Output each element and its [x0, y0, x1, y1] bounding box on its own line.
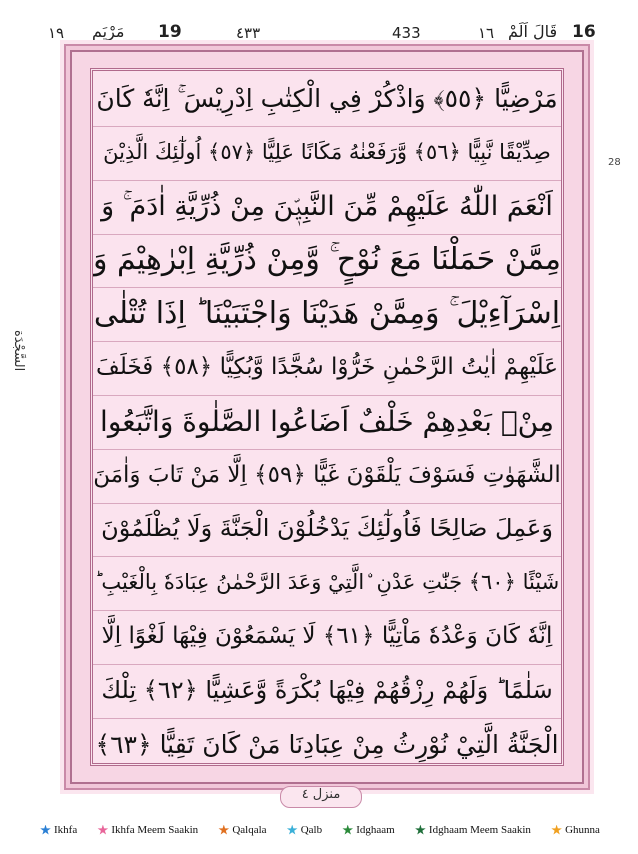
legend-label: Ikhfa: [54, 824, 78, 836]
verse-line: شَيْئًا ﴿٦٠﴾ جَنّٰتِ عَدْنِ ۨالَّتِيْ وَعَدَ الرَّحْمٰنُ عِبَادَهٗ بِالْغَيْبِ ؕ: [93, 555, 561, 611]
star-icon: [551, 825, 562, 836]
verse-line: مَرْضِيًّا ﴿٥٥﴾ وَاذْكُرْ فِي الْكِتٰبِ اِدْرِيْسَ ۚ اِنَّهٗ كَانَ: [93, 71, 561, 127]
legend-item: [287, 824, 322, 836]
star-icon: [40, 825, 51, 836]
legend-item: [415, 824, 531, 836]
legend-item: [218, 824, 266, 836]
star-icon: [287, 825, 298, 836]
page-number: 433: [392, 24, 421, 42]
star-icon: [218, 825, 229, 836]
verse-line: سَلٰمًا ؕ وَلَهُمْ رِزْقُهُمْ فِيْهَا بُكْرَةً وَّعَشِيًّا ﴿٦٢﴾ تِلْكَ: [93, 663, 561, 719]
manzil-marker: منزل ٤: [280, 786, 362, 808]
tajweed-legend: [40, 818, 600, 842]
legend-item: [40, 824, 77, 836]
verse-line: اِنَّهٗ كَانَ وَعْدُهٗ مَاْتِيًّا ﴿٦١﴾ لَا يَسْمَعُوْنَ فِيْهَا لَغْوًا اِلَّا: [93, 609, 561, 665]
quran-page-frame: [70, 50, 584, 784]
right-juz-title: قَالَ اَلَمْ: [508, 22, 558, 41]
legend-item: [97, 824, 198, 836]
verse-line: الْجَنَّةُ الَّتِيْ نُوْرِثُ مِنْ عِبَادِنَا مَنْ كَانَ تَقِيًّا ﴿٦٣﴾: [95, 729, 559, 759]
verse-line: مِنْۢ بَعْدِهِمْ خَلْفٌ اَضَاعُوا الصَّلٰوةَ وَاتَّبَعُوا: [93, 394, 561, 450]
legend-label: Idghaam Meem Saakin: [428, 824, 531, 836]
legend-label: Ikhfa Meem Saakin: [111, 824, 199, 836]
left-juz-number: 19: [158, 22, 182, 42]
verse-line: صِدِّيْقًا نَّبِيًّا ﴿٥٦﴾ وَّرَفَعْنٰهُ مَكَانًا عَلِيًّا ﴿٥٧﴾ اُولٰٓئِكَ الَّذِيْنَ: [93, 125, 561, 181]
page-number-arabic: ٤٣٣: [236, 24, 261, 42]
legend-item: [551, 824, 600, 836]
right-juz-number: 16: [572, 22, 596, 42]
verse-line: وَعَمِلَ صَالِحًا فَاُولٰٓئِكَ يَدْخُلُوْنَ الْجَنَّةَ وَلَا يُظْلَمُوْنَ: [93, 501, 561, 557]
verse-line: اَنْعَمَ اللّٰهُ عَلَيْهِمْ مِّنَ النَّبِيّٖنَ مِنْ ذُرِّيَّةِ اٰدَمَ ۚ وَ: [93, 179, 561, 235]
verse-line: الشَّهَوٰتِ فَسَوْفَ يَلْقَوْنَ غَيًّا ﴿٥٩﴾ اِلَّا مَنْ تَابَ وَاٰمَنَ: [93, 448, 561, 504]
verse-line: مِمَّنْ حَمَلْنَا مَعَ نُوْحٍ ۚ وَّمِنْ ذُرِّيَّةِ اِبْرٰهِيْمَ وَ: [93, 232, 561, 288]
star-icon: [342, 825, 353, 836]
verse-line: عَلَيْهِمْ اٰيٰتُ الرَّحْمٰنِ خَرُّوْا سُجَّدًا وَّبُكِيًّا ﴿٥٨﴾ فَخَلَفَ: [93, 340, 561, 396]
sajda-side-label: السَّجْدَة: [11, 330, 26, 372]
text-panel: [90, 68, 564, 766]
left-juz-arabic: ١٩: [48, 24, 65, 42]
side-line-number: 28: [608, 157, 621, 168]
left-surah-name: مَرْيَم: [92, 22, 125, 41]
right-juz-arabic: ١٦: [478, 24, 495, 42]
page-header: [0, 14, 638, 54]
legend-label: Idghaam: [356, 824, 395, 836]
star-icon: [97, 825, 108, 836]
star-icon: [415, 825, 426, 836]
legend-label: Qalqala: [232, 824, 267, 836]
verse-line: اِسْرَآءِيْلَ ۚ وَمِمَّنْ هَدَيْنَا وَاجْتَبَيْنَا ؕ اِذَا تُتْلٰى: [93, 286, 561, 342]
legend-item: [342, 824, 394, 836]
legend-label: Ghunna: [565, 824, 600, 836]
legend-label: Qalb: [300, 824, 323, 836]
